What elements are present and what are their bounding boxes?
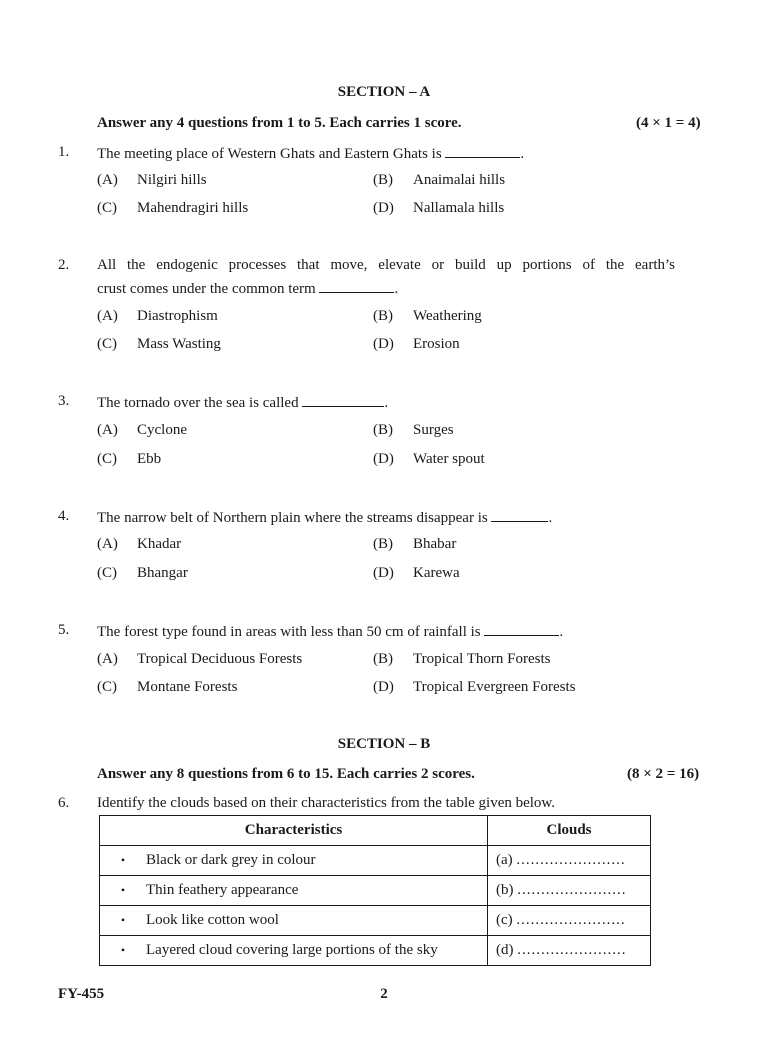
answer-blank (302, 393, 384, 407)
characteristic-cell: • Black or dark grey in colour (100, 846, 488, 876)
option-c: (C) Montane Forests (97, 679, 238, 695)
characteristic-cell: • Thin feathery appearance (100, 876, 488, 906)
option-c: (C) Bhangar (97, 565, 188, 581)
section-a-title: SECTION – A (337, 84, 431, 100)
table-row (100, 906, 651, 936)
page-number: 2 (380, 986, 388, 1002)
option-c: (C) Mass Wasting (97, 336, 221, 352)
cloud-answer-cell: (c) ....................... (488, 906, 651, 936)
question-text: The meeting place of Western Ghats and Eastern Ghats is . (97, 146, 525, 162)
option-d: (D) Erosion (373, 336, 460, 352)
option-d: (D) Karewa (373, 565, 460, 581)
option-a: (A) Cyclone (97, 422, 187, 438)
option-a: (A) Tropical Deciduous Forests (97, 651, 303, 667)
question-number: 5. (58, 622, 70, 638)
question-number: 2. (58, 257, 70, 273)
table-row (100, 876, 651, 906)
cloud-answer-cell: (a) ....................... (488, 846, 651, 876)
question-number: 1. (58, 144, 70, 160)
question-number: 3. (58, 393, 70, 409)
bullet: • (120, 853, 126, 867)
section-a-instruction: Answer any 4 questions from 1 to 5. Each carries 1 score. (97, 115, 462, 131)
section-b-marks: (8 × 2 = 16) (627, 766, 700, 782)
question-4-text: The narrow belt of Northern plain where the streams disappear is (97, 510, 488, 526)
option-a: (A) Diastrophism (97, 308, 218, 324)
question-6-text: Identify the clouds based on their characteristics from the table given below. (97, 795, 556, 811)
table-header-row (100, 816, 651, 846)
option-d: (D) Water spout (373, 451, 485, 467)
table-row (100, 846, 651, 876)
header-clouds: Clouds (488, 816, 651, 846)
option-a: (A) Nilgiri hills (97, 172, 207, 188)
header-characteristics: Characteristics (100, 816, 488, 846)
option-d: (D) Nallamala hills (373, 200, 505, 216)
option-b: (B) Weathering (373, 308, 482, 324)
characteristic-cell: • Look like cotton wool (100, 906, 488, 936)
section-a-marks: (4 × 1 = 4) (636, 115, 701, 131)
question-5-text: The forest type found in areas with less than 50 cm of rainfall is (97, 624, 481, 640)
question-text: The tornado over the sea is called . (97, 395, 389, 411)
bullet: • (120, 913, 126, 927)
option-c: (C) Mahendragiri hills (97, 200, 249, 216)
clouds-table (99, 815, 651, 966)
answer-blank (319, 279, 394, 293)
question-2-line1: All the endogenic processes that move, elevate or build up portions of the earth’s (97, 257, 675, 273)
paper-code: FY-455 (58, 986, 105, 1002)
answer-blank (484, 622, 559, 636)
option-b: (B) Tropical Thorn Forests (373, 651, 551, 667)
table-row (100, 936, 651, 966)
option-c: (C) Ebb (97, 451, 162, 467)
option-b: (B) Surges (373, 422, 454, 438)
answer-blank (491, 508, 548, 522)
section-b-instruction: Answer any 8 questions from 6 to 15. Each carries 2 scores. (97, 766, 475, 782)
section-b-title: SECTION – B (337, 736, 431, 752)
option-a: (A) Khadar (97, 536, 182, 552)
question-3-text: The tornado over the sea is called (97, 395, 299, 411)
question-number: 4. (58, 508, 70, 524)
characteristic-cell: • Layered cloud covering large portions of the sky (100, 936, 488, 966)
option-b: (B) Anaimalai hills (373, 172, 506, 188)
cloud-answer-cell: (d) ....................... (488, 936, 651, 966)
question-text: The narrow belt of Northern plain where the streams disappear is . (97, 510, 553, 526)
question-2-line2: crust comes under the common term (97, 281, 316, 297)
option-d: (D) Tropical Evergreen Forests (373, 679, 576, 695)
bullet: • (120, 883, 126, 897)
question-text: The forest type found in areas with less than 50 cm of rainfall is . (97, 624, 564, 640)
question-number: 6. (58, 795, 70, 811)
answer-blank (445, 144, 520, 158)
question-text: crust comes under the common term . (97, 281, 399, 297)
bullet: • (120, 943, 126, 957)
cloud-answer-cell: (b) ....................... (488, 876, 651, 906)
question-1-text: The meeting place of Western Ghats and Eastern Ghats is (97, 146, 442, 162)
option-b: (B) Bhabar (373, 536, 457, 552)
